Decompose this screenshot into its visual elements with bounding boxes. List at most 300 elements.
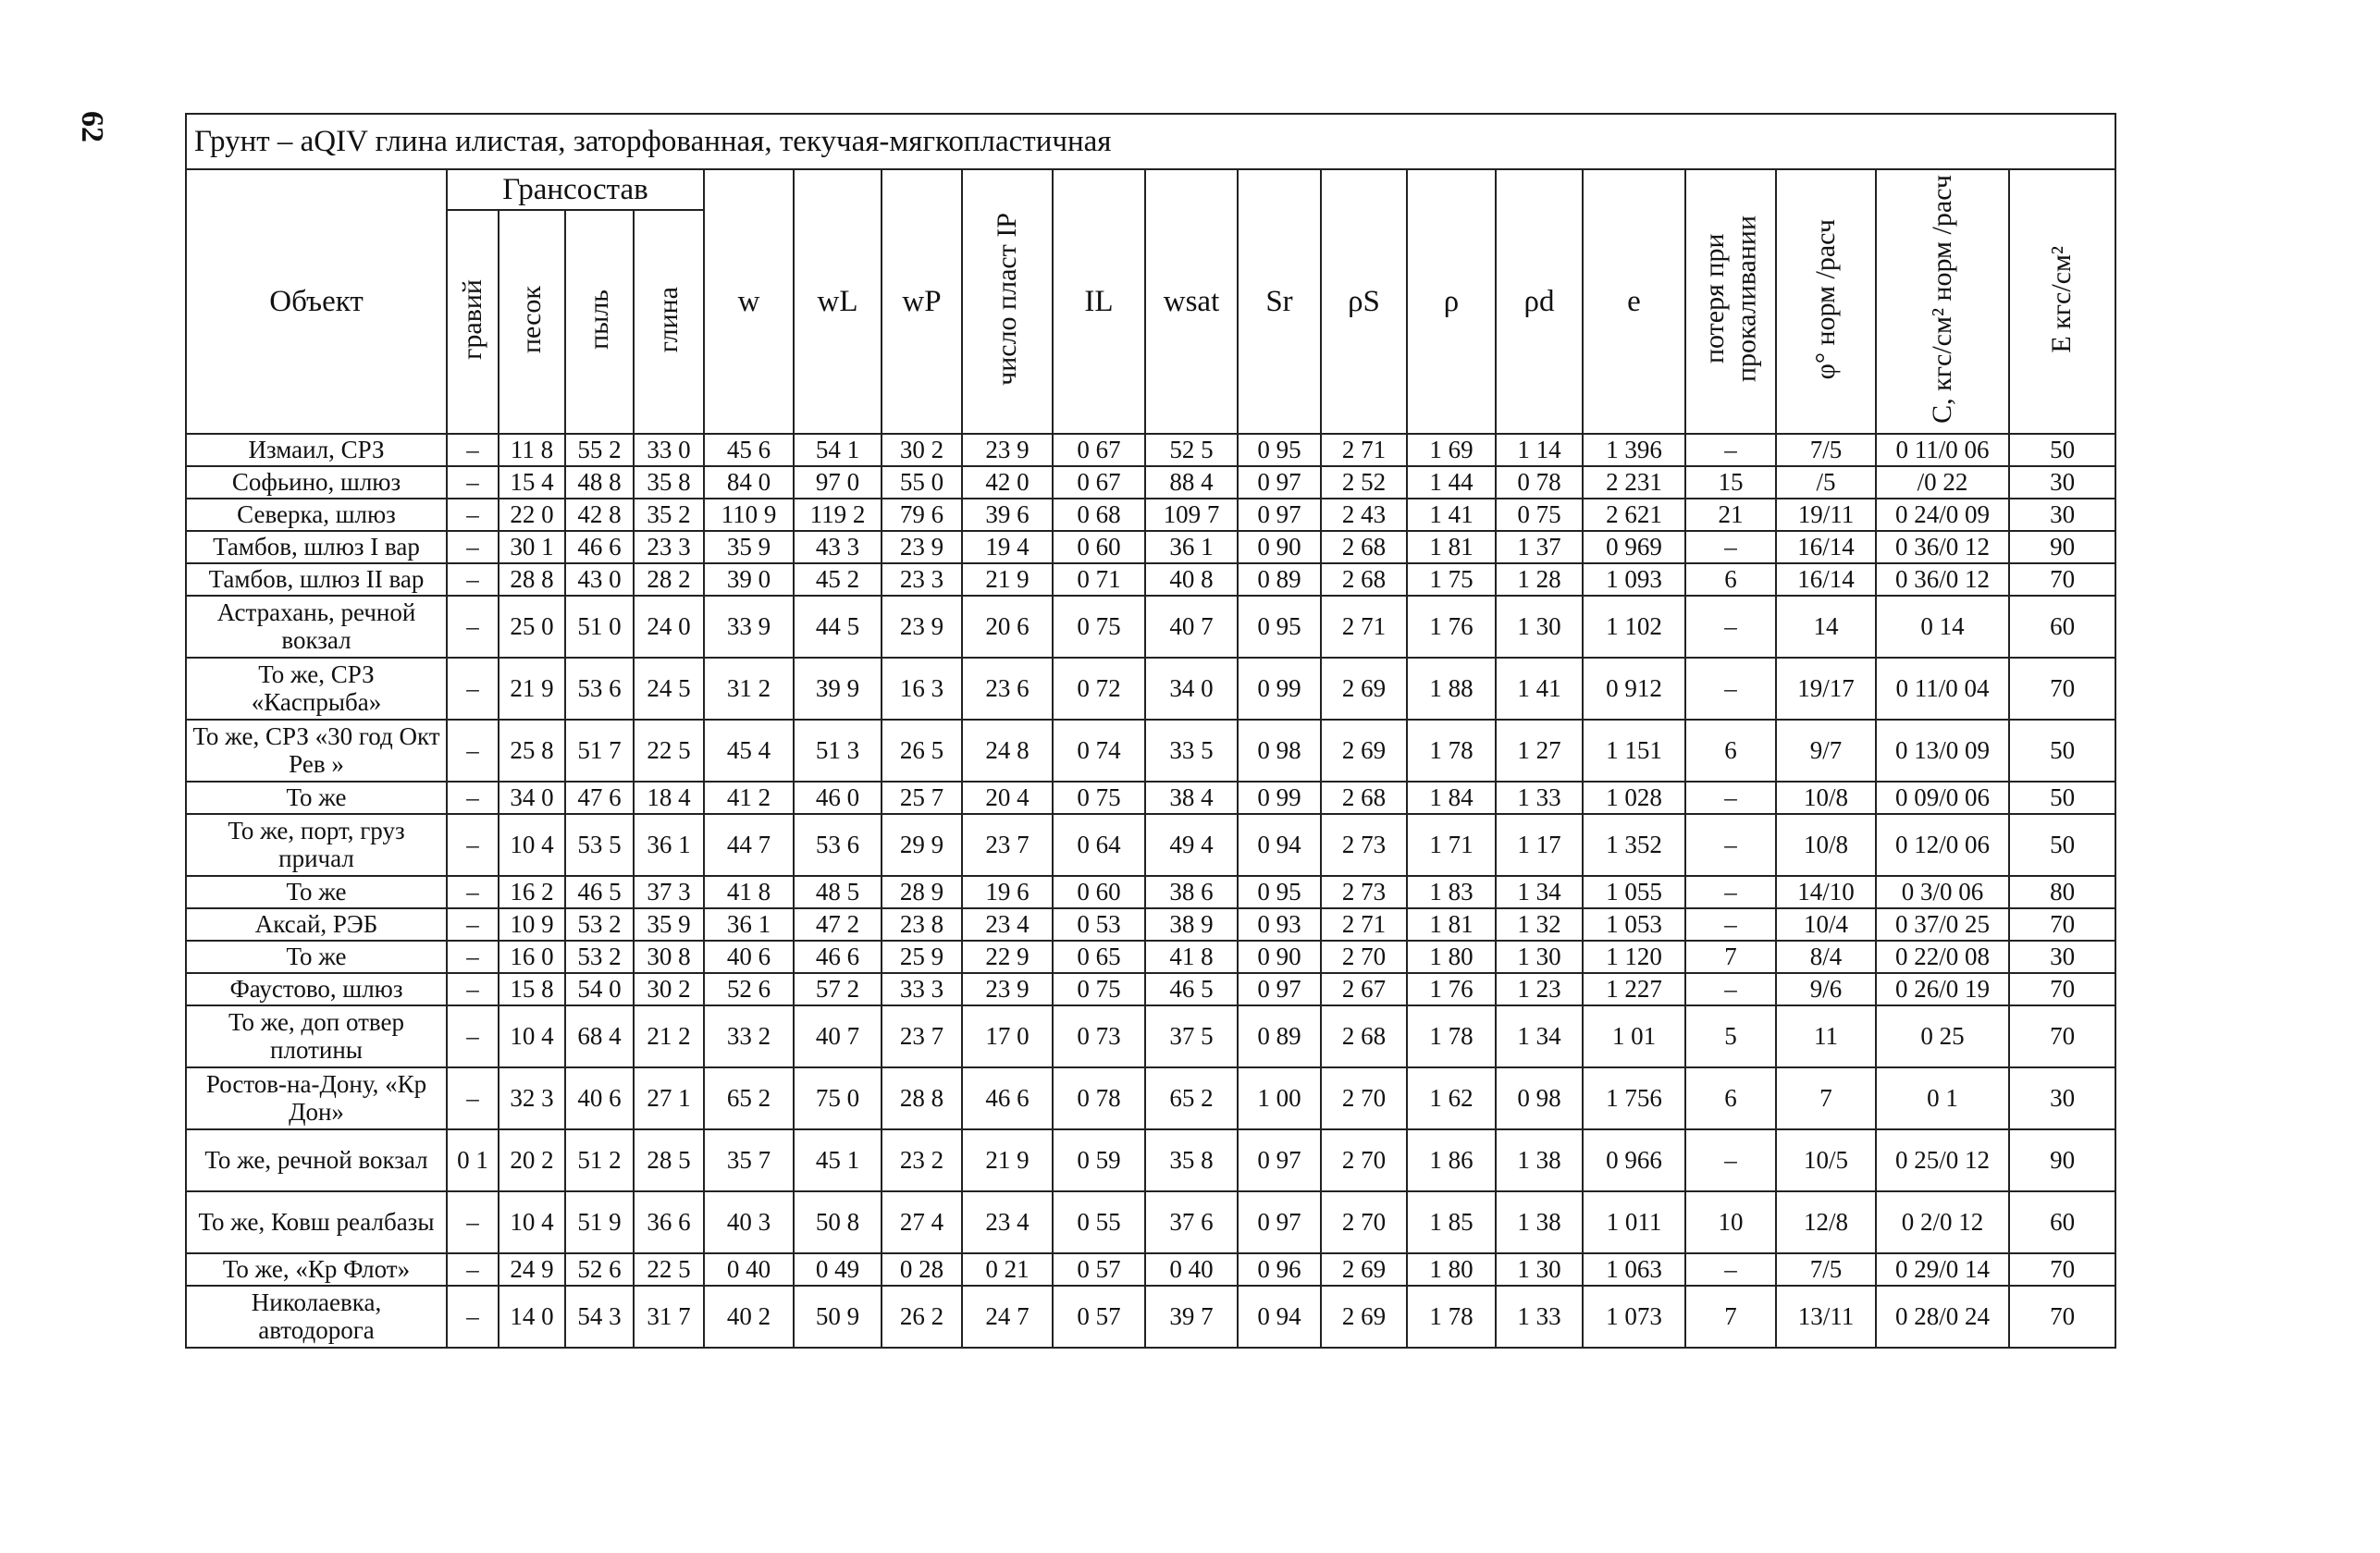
value-cell: 34 0	[499, 782, 565, 814]
value-cell: 21 2	[634, 1005, 704, 1067]
value-cell: 2 73	[1321, 876, 1407, 908]
value-cell: 27 1	[634, 1067, 704, 1129]
value-cell: 79 6	[882, 499, 962, 531]
value-cell: 0 96	[1238, 1253, 1321, 1286]
value-cell: 1 41	[1496, 658, 1583, 720]
value-cell: 21	[1685, 499, 1776, 531]
value-cell: 0 53	[1053, 908, 1145, 941]
header-modulus: Е кгс/см²	[2009, 169, 2115, 434]
value-cell: 0 99	[1238, 658, 1321, 720]
value-cell: 0 72	[1053, 658, 1145, 720]
table-row	[186, 1129, 2115, 1191]
value-cell: 28 5	[634, 1129, 704, 1191]
value-cell: 1 23	[1496, 973, 1583, 1005]
value-cell: 1 41	[1407, 499, 1496, 531]
value-cell: –	[447, 1067, 499, 1129]
value-cell: 0 24/0 09	[1876, 499, 2009, 531]
value-cell: 0 89	[1238, 563, 1321, 596]
value-cell: 52 6	[565, 1253, 634, 1286]
value-cell: –	[447, 908, 499, 941]
value-cell: 28 8	[882, 1067, 962, 1129]
value-cell: 75 0	[794, 1067, 882, 1129]
value-cell: 0 97	[1238, 499, 1321, 531]
value-cell: 23 4	[962, 908, 1053, 941]
page-number: 62	[75, 111, 109, 142]
value-cell: 0 90	[1238, 531, 1321, 563]
value-cell: 33 2	[704, 1005, 794, 1067]
value-cell: 0 75	[1053, 973, 1145, 1005]
value-cell: 35 2	[634, 499, 704, 531]
value-cell: 46 5	[565, 876, 634, 908]
header-phi: φ° норм /расч	[1776, 169, 1876, 434]
value-cell: 0 60	[1053, 531, 1145, 563]
value-cell: 35 9	[704, 531, 794, 563]
value-cell: 23 7	[882, 1005, 962, 1067]
object-cell: То же	[186, 876, 447, 908]
value-cell: 10 9	[499, 908, 565, 941]
value-cell: 1 227	[1583, 973, 1685, 1005]
object-cell: Ростов-на-Дону, «Кр Дон»	[186, 1067, 447, 1129]
value-cell: 6	[1685, 1067, 1776, 1129]
value-cell: 45 4	[704, 720, 794, 782]
value-cell: 1 75	[1407, 563, 1496, 596]
object-cell: То же	[186, 782, 447, 814]
value-cell: 0 21	[962, 1253, 1053, 1286]
table-row	[186, 941, 2115, 973]
value-cell: 1 17	[1496, 814, 1583, 876]
value-cell: 1 81	[1407, 531, 1496, 563]
value-cell: 30	[2009, 466, 2115, 499]
value-cell: 16 0	[499, 941, 565, 973]
value-cell: 51 2	[565, 1129, 634, 1191]
value-cell: 32 3	[499, 1067, 565, 1129]
value-cell: 30	[2009, 499, 2115, 531]
value-cell: –	[447, 876, 499, 908]
value-cell: 45 6	[704, 434, 794, 466]
value-cell: 40 6	[704, 941, 794, 973]
value-cell: 22 0	[499, 499, 565, 531]
value-cell: 1 756	[1583, 1067, 1685, 1129]
value-cell: 22 5	[634, 720, 704, 782]
value-cell: 30	[2009, 941, 2115, 973]
table-row	[186, 1253, 2115, 1286]
value-cell: 65 2	[1145, 1067, 1238, 1129]
table-row	[186, 434, 2115, 466]
value-cell: 40 3	[704, 1191, 794, 1253]
value-cell: 49 4	[1145, 814, 1238, 876]
header-e: e	[1583, 169, 1685, 434]
value-cell: 20 2	[499, 1129, 565, 1191]
value-cell: 19 6	[962, 876, 1053, 908]
value-cell: 0 22/0 08	[1876, 941, 2009, 973]
value-cell: 45 1	[794, 1129, 882, 1191]
value-cell: 10/8	[1776, 814, 1876, 876]
value-cell: 1 28	[1496, 563, 1583, 596]
value-cell: 10 4	[499, 1191, 565, 1253]
value-cell: –	[447, 499, 499, 531]
value-cell: 0 94	[1238, 1286, 1321, 1348]
value-cell: 24 9	[499, 1253, 565, 1286]
value-cell: 38 4	[1145, 782, 1238, 814]
value-cell: 68 4	[565, 1005, 634, 1067]
table-row	[186, 1005, 2115, 1067]
value-cell: –	[1685, 531, 1776, 563]
value-cell: 88 4	[1145, 466, 1238, 499]
value-cell: 24 5	[634, 658, 704, 720]
header-clay: глина	[634, 210, 704, 434]
value-cell: 52 6	[704, 973, 794, 1005]
value-cell: 46 6	[565, 531, 634, 563]
value-cell: 0 25	[1876, 1005, 2009, 1067]
value-cell: –	[1685, 908, 1776, 941]
value-cell: 30 2	[882, 434, 962, 466]
value-cell: 1 352	[1583, 814, 1685, 876]
value-cell: 25 0	[499, 596, 565, 658]
value-cell: 1 151	[1583, 720, 1685, 782]
value-cell: 46 6	[794, 941, 882, 973]
value-cell: 1 028	[1583, 782, 1685, 814]
value-cell: 1 102	[1583, 596, 1685, 658]
value-cell: 23 4	[962, 1191, 1053, 1253]
value-cell: 2 43	[1321, 499, 1407, 531]
value-cell: 1 34	[1496, 876, 1583, 908]
value-cell: 41 8	[704, 876, 794, 908]
value-cell: 1 85	[1407, 1191, 1496, 1253]
value-cell: 0 67	[1053, 434, 1145, 466]
value-cell: 2 71	[1321, 908, 1407, 941]
value-cell: 13/11	[1776, 1286, 1876, 1348]
value-cell: 70	[2009, 563, 2115, 596]
value-cell: 0 68	[1053, 499, 1145, 531]
value-cell: 36 1	[634, 814, 704, 876]
value-cell: 0 95	[1238, 596, 1321, 658]
value-cell: –	[1685, 1129, 1776, 1191]
value-cell: –	[1685, 1253, 1776, 1286]
value-cell: 0 13/0 09	[1876, 720, 2009, 782]
table-row	[186, 466, 2115, 499]
value-cell: 16/14	[1776, 563, 1876, 596]
value-cell: 46 6	[962, 1067, 1053, 1129]
value-cell: –	[447, 563, 499, 596]
value-cell: 42 0	[962, 466, 1053, 499]
value-cell: 1 01	[1583, 1005, 1685, 1067]
value-cell: 7	[1685, 941, 1776, 973]
value-cell: 50	[2009, 720, 2115, 782]
value-cell: 70	[2009, 1253, 2115, 1286]
value-cell: 0 65	[1053, 941, 1145, 973]
object-cell: Софьино, шлюз	[186, 466, 447, 499]
value-cell: 70	[2009, 1286, 2115, 1348]
value-cell: –	[447, 1286, 499, 1348]
value-cell: 1 055	[1583, 876, 1685, 908]
value-cell: 70	[2009, 973, 2115, 1005]
object-cell: Астрахань, речной вокзал	[186, 596, 447, 658]
value-cell: 55 0	[882, 466, 962, 499]
value-cell: 51 7	[565, 720, 634, 782]
value-cell: 57 2	[794, 973, 882, 1005]
object-cell: То же, доп отвер плотины	[186, 1005, 447, 1067]
value-cell: 1 71	[1407, 814, 1496, 876]
value-cell: 1 053	[1583, 908, 1685, 941]
value-cell: 19 4	[962, 531, 1053, 563]
value-cell: 15 8	[499, 973, 565, 1005]
value-cell: –	[447, 973, 499, 1005]
value-cell: 40 7	[1145, 596, 1238, 658]
value-cell: 0 57	[1053, 1286, 1145, 1348]
value-cell: 2 71	[1321, 434, 1407, 466]
value-cell: 2 69	[1321, 1253, 1407, 1286]
value-cell: 2 621	[1583, 499, 1685, 531]
value-cell: 51 9	[565, 1191, 634, 1253]
value-cell: 47 6	[565, 782, 634, 814]
value-cell: 26 2	[882, 1286, 962, 1348]
value-cell: –	[1685, 876, 1776, 908]
header-wp: wP	[882, 169, 962, 434]
value-cell: 39 6	[962, 499, 1053, 531]
header-sr: Sr	[1238, 169, 1321, 434]
value-cell: –	[447, 1253, 499, 1286]
value-cell: 51 0	[565, 596, 634, 658]
value-cell: 2 68	[1321, 531, 1407, 563]
value-cell: 41 2	[704, 782, 794, 814]
object-cell: Тамбов, шлюз II вар	[186, 563, 447, 596]
value-cell: 31 2	[704, 658, 794, 720]
value-cell: 60	[2009, 596, 2115, 658]
object-cell: Тамбов, шлюз I вар	[186, 531, 447, 563]
value-cell: 0 28	[882, 1253, 962, 1286]
value-cell: 23 9	[962, 973, 1053, 1005]
value-cell: 33 3	[882, 973, 962, 1005]
value-cell: 38 9	[1145, 908, 1238, 941]
soil-properties-table-wrap	[185, 113, 2115, 1349]
value-cell: 60	[2009, 1191, 2115, 1253]
value-cell: 40 7	[794, 1005, 882, 1067]
value-cell: 0 71	[1053, 563, 1145, 596]
value-cell: 0 11/0 04	[1876, 658, 2009, 720]
value-cell: 55 2	[565, 434, 634, 466]
value-cell: 41 8	[1145, 941, 1238, 973]
header-wl: wL	[794, 169, 882, 434]
value-cell: 5	[1685, 1005, 1776, 1067]
value-cell: 1 84	[1407, 782, 1496, 814]
value-cell: 15 4	[499, 466, 565, 499]
value-cell: 0 1	[1876, 1067, 2009, 1129]
value-cell: 44 5	[794, 596, 882, 658]
value-cell: 6	[1685, 720, 1776, 782]
value-cell: 65 2	[704, 1067, 794, 1129]
header-rho-d: ρd	[1496, 169, 1583, 434]
table-row	[186, 531, 2115, 563]
value-cell: 43 0	[565, 563, 634, 596]
value-cell: 0 966	[1583, 1129, 1685, 1191]
value-cell: 0 75	[1496, 499, 1583, 531]
value-cell: 23 8	[882, 908, 962, 941]
table-row	[186, 499, 2115, 531]
value-cell: 0 93	[1238, 908, 1321, 941]
value-cell: 1 78	[1407, 720, 1496, 782]
value-cell: 50	[2009, 434, 2115, 466]
header-dust: пыль	[565, 210, 634, 434]
value-cell: 10/4	[1776, 908, 1876, 941]
value-cell: 23 9	[882, 531, 962, 563]
value-cell: 48 8	[565, 466, 634, 499]
value-cell: 0 97	[1238, 1191, 1321, 1253]
value-cell: 30 1	[499, 531, 565, 563]
table-row	[186, 596, 2115, 658]
value-cell: –	[447, 434, 499, 466]
value-cell: 36 1	[1145, 531, 1238, 563]
value-cell: 2 68	[1321, 782, 1407, 814]
value-cell: 1 30	[1496, 596, 1583, 658]
header-gravel: гравий	[447, 210, 499, 434]
value-cell: –	[447, 720, 499, 782]
value-cell: 97 0	[794, 466, 882, 499]
value-cell: 34 0	[1145, 658, 1238, 720]
value-cell: 11	[1776, 1005, 1876, 1067]
table-row	[186, 782, 2115, 814]
value-cell: 90	[2009, 531, 2115, 563]
value-cell: 1 88	[1407, 658, 1496, 720]
value-cell: 0 97	[1238, 973, 1321, 1005]
header-w: w	[704, 169, 794, 434]
value-cell: –	[1685, 658, 1776, 720]
value-cell: 21 9	[962, 563, 1053, 596]
value-cell: 35 9	[634, 908, 704, 941]
value-cell: 0 1	[447, 1129, 499, 1191]
object-cell: Северка, шлюз	[186, 499, 447, 531]
value-cell: 0 2/0 12	[1876, 1191, 2009, 1253]
value-cell: –	[447, 1191, 499, 1253]
value-cell: 50	[2009, 814, 2115, 876]
value-cell: 2 69	[1321, 720, 1407, 782]
value-cell: 0 78	[1053, 1067, 1145, 1129]
header-ignition-loss: потеря при прокаливании	[1685, 169, 1776, 434]
value-cell: 1 27	[1496, 720, 1583, 782]
value-cell: 80	[2009, 876, 2115, 908]
table-row	[186, 908, 2115, 941]
header-rho: ρ	[1407, 169, 1496, 434]
value-cell: 28 2	[634, 563, 704, 596]
value-cell: 25 7	[882, 782, 962, 814]
value-cell: 9/7	[1776, 720, 1876, 782]
value-cell: 53 5	[565, 814, 634, 876]
value-cell: 10/8	[1776, 782, 1876, 814]
value-cell: 33 0	[634, 434, 704, 466]
value-cell: /0 22	[1876, 466, 2009, 499]
soil-properties-table	[185, 113, 2116, 1349]
value-cell: 23 3	[882, 563, 962, 596]
value-cell: –	[1685, 596, 1776, 658]
value-cell: 7/5	[1776, 434, 1876, 466]
value-cell: 40 2	[704, 1286, 794, 1348]
value-cell: 22 5	[634, 1253, 704, 1286]
value-cell: 54 1	[794, 434, 882, 466]
value-cell: –	[1685, 973, 1776, 1005]
value-cell: 0 74	[1053, 720, 1145, 782]
object-cell: Николаевка, автодорога	[186, 1286, 447, 1348]
value-cell: 2 70	[1321, 1067, 1407, 1129]
value-cell: 37 3	[634, 876, 704, 908]
value-cell: 0 94	[1238, 814, 1321, 876]
value-cell: 1 80	[1407, 941, 1496, 973]
value-cell: 0 25/0 12	[1876, 1129, 2009, 1191]
value-cell: 24 8	[962, 720, 1053, 782]
value-cell: –	[447, 1005, 499, 1067]
value-cell: 1 33	[1496, 1286, 1583, 1348]
value-cell: 70	[2009, 1005, 2115, 1067]
value-cell: 0 29/0 14	[1876, 1253, 2009, 1286]
value-cell: 21 9	[962, 1129, 1053, 1191]
value-cell: 2 68	[1321, 1005, 1407, 1067]
value-cell: 0 26/0 19	[1876, 973, 2009, 1005]
value-cell: 1 38	[1496, 1129, 1583, 1191]
value-cell: 33 9	[704, 596, 794, 658]
value-cell: 1 38	[1496, 1191, 1583, 1253]
value-cell: 15	[1685, 466, 1776, 499]
value-cell: 8/4	[1776, 941, 1876, 973]
table-row	[186, 876, 2115, 908]
value-cell: 70	[2009, 908, 2115, 941]
value-cell: –	[447, 814, 499, 876]
value-cell: 33 5	[1145, 720, 1238, 782]
header-plasticity-index: число пласт IP	[962, 169, 1053, 434]
header-object: Объект	[186, 169, 447, 434]
value-cell: 38 6	[1145, 876, 1238, 908]
value-cell: 47 2	[794, 908, 882, 941]
value-cell: 0 55	[1053, 1191, 1145, 1253]
value-cell: 25 8	[499, 720, 565, 782]
value-cell: 1 44	[1407, 466, 1496, 499]
value-cell: 37 6	[1145, 1191, 1238, 1253]
value-cell: –	[447, 596, 499, 658]
object-cell: Измаил, СРЗ	[186, 434, 447, 466]
value-cell: 24 0	[634, 596, 704, 658]
value-cell: 0 60	[1053, 876, 1145, 908]
value-cell: 16 2	[499, 876, 565, 908]
value-cell: 30 8	[634, 941, 704, 973]
table-row	[186, 814, 2115, 876]
value-cell: –	[447, 531, 499, 563]
value-cell: 0 97	[1238, 1129, 1321, 1191]
value-cell: 1 34	[1496, 1005, 1583, 1067]
value-cell: 1 69	[1407, 434, 1496, 466]
value-cell: 2 71	[1321, 596, 1407, 658]
value-cell: 45 2	[794, 563, 882, 596]
value-cell: 0 89	[1238, 1005, 1321, 1067]
table-row	[186, 1286, 2115, 1348]
value-cell: 1 86	[1407, 1129, 1496, 1191]
value-cell: 0 14	[1876, 596, 2009, 658]
header-rho-s: ρS	[1321, 169, 1407, 434]
value-cell: 44 7	[704, 814, 794, 876]
value-cell: 25 9	[882, 941, 962, 973]
value-cell: 0 40	[704, 1253, 794, 1286]
value-cell: 17 0	[962, 1005, 1053, 1067]
value-cell: 0 95	[1238, 434, 1321, 466]
value-cell: 53 6	[565, 658, 634, 720]
value-cell: 70	[2009, 658, 2115, 720]
value-cell: 23 6	[962, 658, 1053, 720]
value-cell: 2 70	[1321, 941, 1407, 973]
object-cell: Аксай, РЭБ	[186, 908, 447, 941]
value-cell: 10	[1685, 1191, 1776, 1253]
value-cell: 52 5	[1145, 434, 1238, 466]
value-cell: 2 70	[1321, 1129, 1407, 1191]
value-cell: 0 969	[1583, 531, 1685, 563]
value-cell: 27 4	[882, 1191, 962, 1253]
value-cell: 35 8	[1145, 1129, 1238, 1191]
value-cell: 110 9	[704, 499, 794, 531]
